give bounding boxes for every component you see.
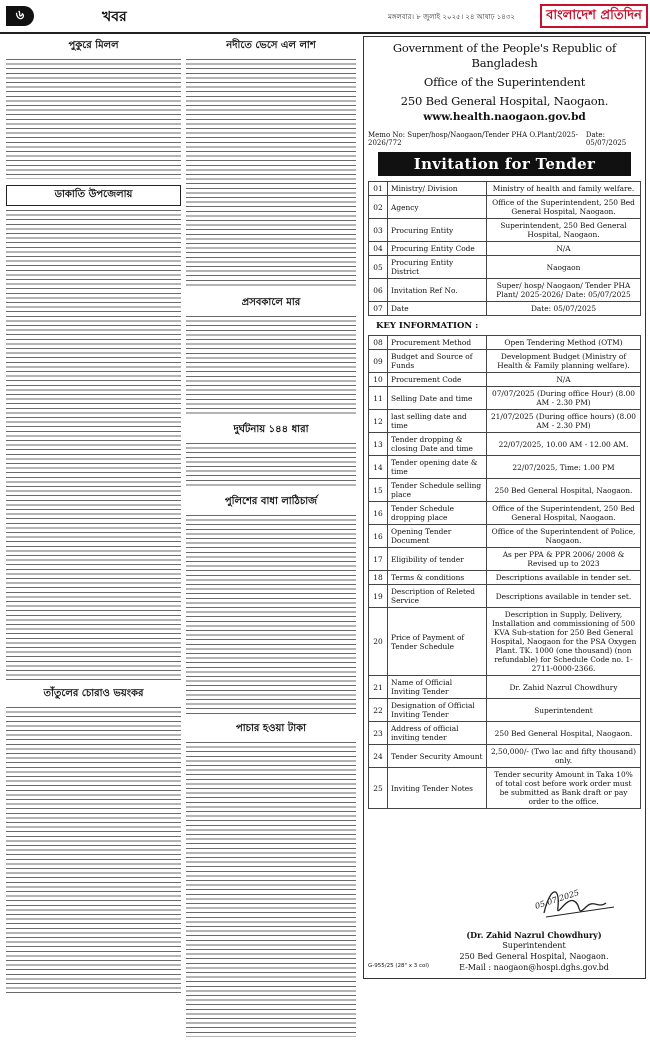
row-label: Eligibility of tender [388,548,487,571]
row-number: 12 [369,410,388,433]
article-body [186,59,356,289]
row-number: 10 [369,373,388,387]
row-label: Invitation Ref No. [388,279,487,302]
signatory-email[interactable]: E-Mail : naogaon@hospi.dghs.gov.bd [459,963,609,972]
row-number: 05 [369,256,388,279]
row-label: Terms & conditions [388,571,487,585]
row-label: Selling Date and time [388,387,487,410]
row-number: 22 [369,699,388,722]
table-row [369,479,641,502]
newspaper-logo: বাংলাদেশ প্রতিদিন [540,4,648,28]
table-row [369,571,641,585]
row-value: N/A [487,373,641,387]
row-value: N/A [487,242,641,256]
table-row [369,242,641,256]
row-label: Tender Schedule selling place [388,479,487,502]
table-row [369,219,641,242]
row-label: Tender Schedule dropping place [388,502,487,525]
row-label: Opening Tender Document [388,525,487,548]
row-number: 17 [369,548,388,571]
table-row [369,350,641,373]
notice-title: Invitation for Tender [378,152,631,176]
signatory-title: Superintendent [502,941,566,950]
article-body [186,316,356,416]
article-body [186,515,356,715]
row-value: Office of the Superintendent, 250 Bed General Hospital, Naogaon. [487,196,641,219]
table-row [369,373,641,387]
office-line: Office of the Superintendent [423,75,586,89]
signatory-hospital: 250 Bed General Hospital, Naogaon. [459,952,609,961]
table-row [369,722,641,745]
row-number: 25 [369,768,388,809]
row-value: 250 Bed General Hospital, Naogaon. [487,479,641,502]
article-body [6,707,181,997]
row-value: 07/07/2025 (During office Hour) (8.00 AM - 2.30 PM) [487,387,641,410]
row-value: Office of the Superintendent, 250 Bed General Hospital, Naogaon. [487,502,641,525]
row-label: Procuring Entity [388,219,487,242]
row-label: Designation of Official Inviting Tender [388,699,487,722]
row-number: 07 [369,302,388,316]
row-number: 02 [369,196,388,219]
row-label: Agency [388,196,487,219]
table-row [369,182,641,196]
date-line: মঙ্গলবার। ৮ জুলাই ২০২৫। ২৪ আষাঢ় ১৪৩২ [388,13,515,21]
table-row [369,768,641,809]
row-number: 03 [369,219,388,242]
row-value: Dr. Zahid Nazrul Chowdhury [487,676,641,699]
row-label: Address of official inviting tender [388,722,487,745]
news-headline: পাচার হওয়া টাকা [235,723,307,734]
row-label: Procuring Entity District [388,256,487,279]
hospital-line: 250 Bed General Hospital, Naogaon. [400,94,609,108]
gd-code: G-955/25 (28" x 3 col) [368,963,430,969]
table-row [369,699,641,722]
row-value: As per PPA & PPR 2006/ 2008 & Revised up to 2023 [487,548,641,571]
key-info-heading: KEY INFORMATION : [376,321,479,331]
tender-notice [363,36,646,979]
row-number: 19 [369,585,388,608]
row-number: 18 [369,571,388,585]
row-label: Date [388,302,487,316]
memo-line [368,131,641,147]
row-value: Date: 05/07/2025 [487,302,641,316]
tender-table-key-info [368,335,641,809]
row-value: 250 Bed General Hospital, Naogaon. [487,722,641,745]
table-row [369,279,641,302]
row-value: Development Budget (Ministry of Health & Family planning welfare). [487,350,641,373]
row-number: 20 [369,608,388,676]
row-label: Budget and Source of Funds [388,350,487,373]
row-value: Naogaon [487,256,641,279]
row-value: Description in Supply, Delivery, Installation and commissioning of 500 KVA Sub-station for 250 Bed General Hospital, Naogaon for the PSA Oxygen Plant. TK. 1000 (one thousand) (non refundable) for Schedule Code no. 1-2711-0000-2366. [487,608,641,676]
row-number: 01 [369,182,388,196]
memo-date: Date: 05/07/2025 [585,131,627,147]
table-row [369,676,641,699]
row-label: Tender dropping & closing Date and time [388,433,487,456]
table-row [369,745,641,768]
row-value: Office of the Superintendent of Police, Naogaon. [487,525,641,548]
table-row [369,456,641,479]
row-value: Super/ hosp/ Naogaon/ Tender PHA Plant/ 2025-2026/ Date: 05/07/2025 [487,279,641,302]
row-value: 22/07/2025, 10.00 AM - 12.00 AM. [487,433,641,456]
row-number: 24 [369,745,388,768]
row-number: 16 [369,502,388,525]
row-label: Ministry/ Division [388,182,487,196]
row-value: 2,50,000/- (Two lac and fifty thousand) only. [487,745,641,768]
table-row [369,336,641,350]
news-headline: তাঁতুলের চোরাও ভয়ংকর [43,688,144,699]
table-row [369,387,641,410]
table-row [369,302,641,316]
news-headline: প্রসবকালে মার [241,297,301,308]
row-label: Price of Payment of Tender Schedule [388,608,487,676]
section-title: খবর [102,9,127,25]
row-number: 09 [369,350,388,373]
table-row [369,608,641,676]
table-row [369,433,641,456]
row-number: 21 [369,676,388,699]
row-value: Descriptions available in tender set. [487,571,641,585]
table-row [369,525,641,548]
signatory-name: (Dr. Zahid Nazrul Chowdhury) [466,930,602,940]
tender-table-general [368,181,641,316]
article-body [6,210,181,680]
row-value: 21/07/2025 (During office hours) (8.00 AM - 2.30 PM) [487,410,641,433]
row-label: Tender opening date & time [388,456,487,479]
page-number: ৬ [6,6,34,26]
row-value: Superintendent [487,699,641,722]
news-headline: পুলিশের বাধা লাঠিচার্জ [224,496,318,507]
row-number: 15 [369,479,388,502]
row-label: last selling date and time [388,410,487,433]
website-link[interactable]: www.health.naogaon.gov.bd [423,111,586,123]
memo-number: Memo No: Super/hosp/Naogaon/Tender PHA O.Plant/2025-2026/772 [368,131,578,147]
news-headline: দুর্ঘটনায় ১৪৪ ধারা [233,424,309,435]
row-value: Open Tendering Method (OTM) [487,336,641,350]
page-header [0,0,650,34]
news-column-2 [186,38,356,1043]
news-column-1 [6,38,181,1003]
row-label: Description of Releted Service [388,585,487,608]
row-value: Ministry of health and family welfare. [487,182,641,196]
article-body [186,742,356,1037]
government-line: Government of the People's Republic of Bangladesh [392,41,617,70]
row-number: 04 [369,242,388,256]
row-number: 14 [369,456,388,479]
article-body [186,443,356,488]
row-label: Procurement Method [388,336,487,350]
row-value: Tender security Amount in Taka 10% of total cost before work order must be submitted as Bank draft or pay order to the office. [487,768,641,809]
row-value: Descriptions available in tender set. [487,585,641,608]
row-value: Superintendent, 250 Bed General Hospital, Naogaon. [487,219,641,242]
news-headline: ডাকাতি উপজেলায় [6,185,181,206]
table-row [369,502,641,525]
row-number: 16 [369,525,388,548]
news-headline: পুকুরে মিলল [68,40,119,51]
row-number: 11 [369,387,388,410]
table-row [369,548,641,571]
table-row [369,256,641,279]
row-number: 08 [369,336,388,350]
row-number: 13 [369,433,388,456]
table-row [369,196,641,219]
row-label: Inviting Tender Notes [388,768,487,809]
row-value: 22/07/2025, Time: 1.00 PM [487,456,641,479]
news-headline: নদীতে ভেসে এল লাশ [226,40,316,51]
signature-date: 05.07.2025 [533,888,581,911]
article-body [6,59,181,179]
row-number: 23 [369,722,388,745]
row-label: Procurement Code [388,373,487,387]
table-row [369,410,641,433]
row-label: Name of Official Inviting Tender [388,676,487,699]
table-row [369,585,641,608]
row-label: Tender Security Amount [388,745,487,768]
row-number: 06 [369,279,388,302]
row-label: Procuring Entity Code [388,242,487,256]
